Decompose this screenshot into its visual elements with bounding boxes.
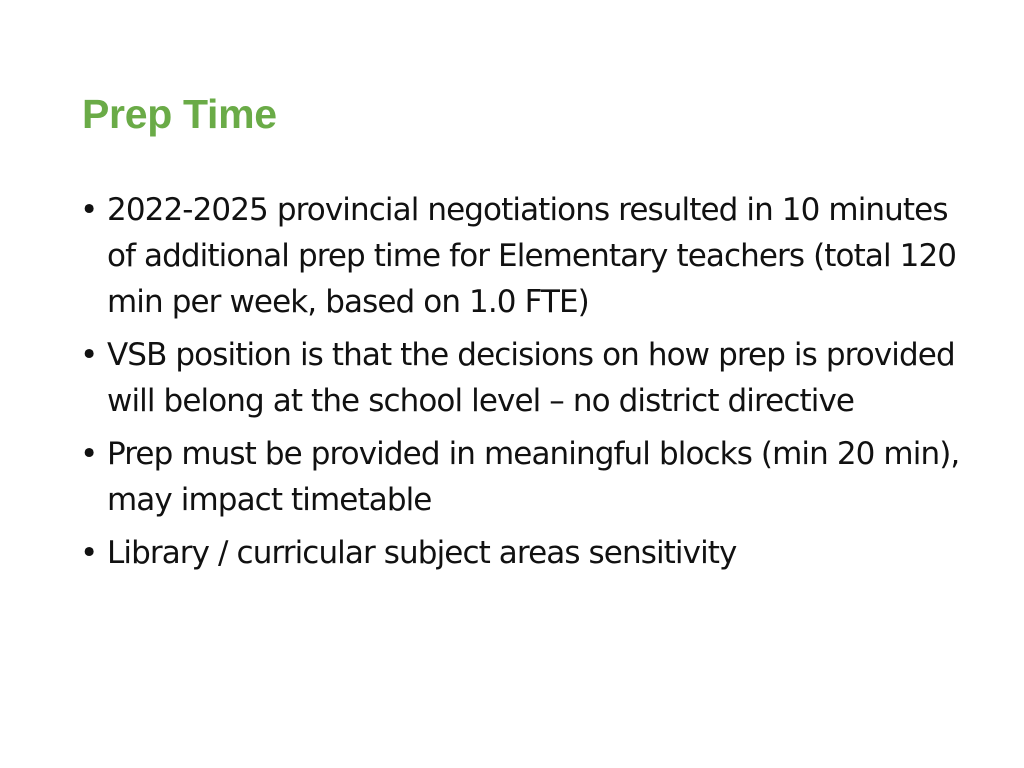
bullet-item <box>80 332 960 424</box>
bullet-dot-icon: • <box>80 535 98 571</box>
slide-title: Prep Time <box>82 91 277 137</box>
bullet-dot-icon: • <box>80 192 98 228</box>
bullet-list <box>80 187 960 583</box>
bullet-text: Library / curricular subject areas sensitivity <box>107 535 737 571</box>
bullet-item <box>80 187 960 325</box>
bullet-text: VSB position is that the decisions on how prep is provided will belong at the school level – no district directive <box>107 337 955 419</box>
bullet-dot-icon: • <box>80 337 98 373</box>
bullet-dot-icon: • <box>80 436 98 472</box>
bullet-text: 2022-2025 provincial negotiations resulted in 10 minutes of additional prep time for Elementary teachers (total 120 min per week, based on 1.0 FTE) <box>107 192 957 320</box>
bullet-item <box>80 431 960 523</box>
bullet-item <box>80 530 960 576</box>
bullet-text: Prep must be provided in meaningful blocks (min 20 min), may impact timetable <box>107 436 960 518</box>
